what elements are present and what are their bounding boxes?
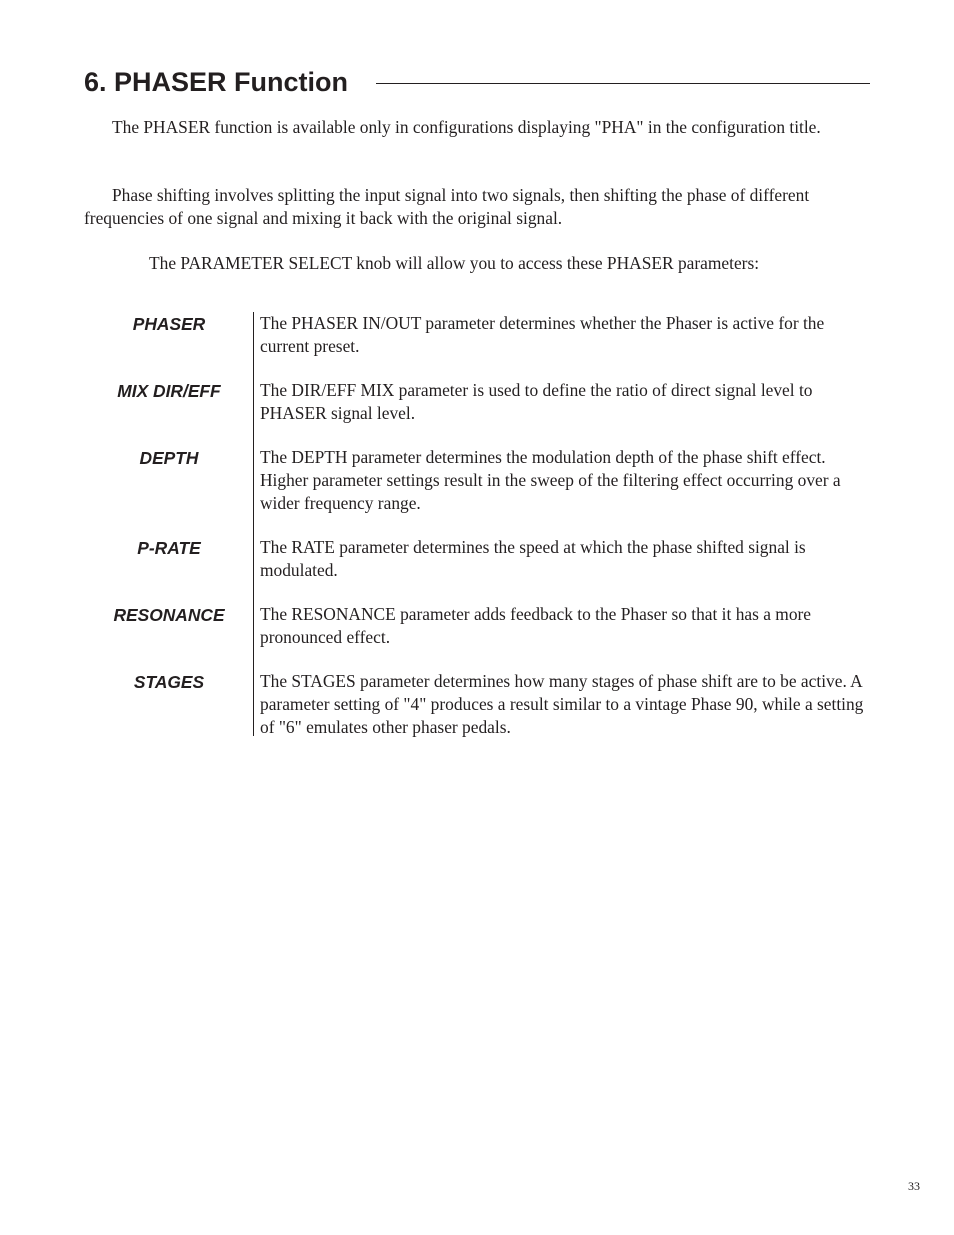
parameter-description: The PHASER IN/OUT parameter determines whether the Phaser is active for the current preset.: [260, 313, 825, 356]
section-heading: [84, 62, 870, 102]
section-title: 6. PHASER Function: [84, 67, 349, 97]
parameter-description: The DIR/EFF MIX parameter is used to define the ratio of direct signal level to PHASER signal level.: [260, 380, 813, 423]
page-number: 33: [908, 1179, 920, 1193]
parameter-select-paragraph: The PARAMETER SELECT knob will allow you to access these PHASER parameters:: [149, 253, 760, 273]
parameter-description: The DEPTH parameter determines the modulation depth of the phase shift effect. Higher parameter settings result in the sweep of the filtering effect occurring over a wider frequency range.: [260, 447, 841, 513]
heading-rule: [376, 83, 870, 84]
parameter-name: DEPTH: [139, 448, 199, 468]
parameter-description: The RATE parameter determines the speed at which the phase shifted signal is modulated.: [260, 537, 806, 580]
parameter-name: RESONANCE: [113, 605, 225, 625]
parameter-name: STAGES: [133, 672, 205, 692]
intro-paragraph: The PHASER function is available only in configurations displaying "PHA" in the configuration title.: [112, 117, 821, 137]
phase-shifting-paragraph: Phase shifting involves splitting the input signal into two signals, then shifting the phase of different frequencies of one signal and mixing it back with the original signal.: [84, 185, 810, 228]
parameter-description: The STAGES parameter determines how many stages of phase shift are to be active. A parameter setting of "4" produces a result similar to a vintage Phase 90, while a setting of "6" emulates other phaser pedals.: [260, 671, 864, 737]
parameter-description: The RESONANCE parameter adds feedback to the Phaser so that it has a more pronounced effect.: [260, 604, 812, 647]
parameter-name: PHASER: [132, 314, 206, 334]
parameter-name: P-RATE: [137, 538, 201, 558]
parameter-name: MIX DIR/EFF: [117, 381, 221, 401]
